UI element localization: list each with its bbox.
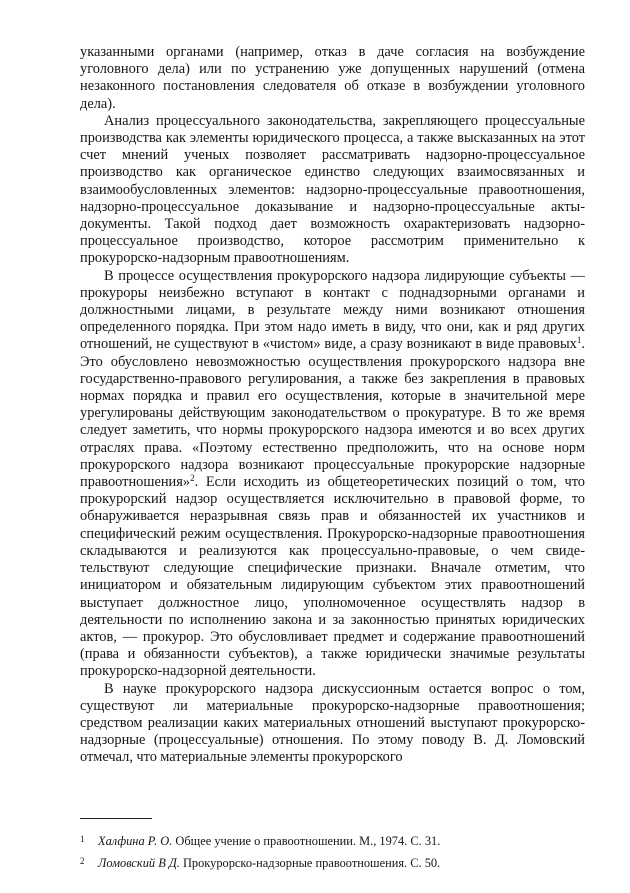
body-paragraph	[80, 268, 585, 681]
paragraph-text: . Если исходить из общетеоретических позиций о том, что прокурорский надзор осуществляется исключительно в правовой форме, то обнаруживается неразрывная связь прав и обязанностей их участников и специфический режим осуществления. Прокурорско-надзорные правоотношения складываются и реализуются как процессуально-правовые, о чем свидетельствуют следующие специфические признаки. Вначале отметим, что инициатором и обязательным лидирующим субъектом этих правоотношений выступает должностное лицо, уполномоченное осуществлять надзор в деятельности по исполнению закона и за законностью принятых юридических актов, — прокурор. Это обусловливает предмет и содержание правоотношений (права и обязанности субъектов), а также юридически значимые результаты прокурорско-надзорной деятельности.	[80, 474, 585, 680]
body-paragraph	[80, 681, 585, 767]
paragraph-text: В процессе осуществления прокурорского надзора лидирующие субъекты — прокуроры неизбежно вступают в контакт с поднадзорными органами и должностными лицами, в результате между ними возникают отношения определенного порядка. При этом надо иметь в виду, что они, как и ряд других отношений, не существуют в «чистом» виде, а сразу возникают в виде правовых	[80, 267, 585, 353]
footnote-author: Ломовский В Д.	[98, 856, 180, 870]
footnote-number: 2	[80, 856, 85, 866]
body-text	[80, 44, 585, 767]
body-paragraph	[80, 113, 585, 268]
footnote-author: Халфина Р. О.	[98, 834, 173, 848]
paragraph-text: . Это обусловлено невозможностью осуществления прокурорского надзора вне государственно-правового регулирования, а также без закрепления в правовых нормах порядка и правил его осуществления, которые в значительной мере урегулированы действующим законодательством о прокуратуре. В то же время следует заметить, что нормы прокурорского надзора имеются и во всех других отраслях права. «Поэтому естественно предположить, что на основе норм прокурорского надзора возникают процессуальные прокурорские надзорные правоотношения»	[80, 336, 585, 491]
footnote-text: Общее учение о правоотношении. М., 1974. С. 31.	[172, 834, 441, 848]
footnote-separator	[80, 818, 152, 819]
footnote	[80, 854, 585, 870]
footnote-reference: 1	[576, 335, 582, 346]
paragraph-text: В науке прокурорского надзора дискуссионным остается вопрос о том, существуют ли материальные прокурорско-надзорные правоотношения; средством реализации каких материальных отношений выступают прокурорско-надзорные (процессуальные) отношения. По этому поводу В. Д. Ломовский отмечал, что материальные элементы прокурорского	[80, 680, 585, 766]
paragraph-text: Анализ процессуального законодательства, закрепляющего процессуальные производства как элементы юридического процесса, а также высказанных на этот счет мнений ученых позволяет рассматривать надзорно-процессуальное производство как органическое единство следующих взаимосвязанных и взаимообусловленных элементов: надзорно-процессуальные правоотношения, надзорно-процессуальное доказывание и надзорно-процессуальные акты-документы. Такой подход дает возможность охарактеризовать надзорно-процессуальное производство, которое рассмотрим применительно к прокурорско-надзорным правоотношениям.	[80, 112, 585, 267]
footnote-reference: 2	[190, 473, 195, 484]
footnotes	[80, 832, 585, 876]
body-paragraph	[80, 44, 585, 113]
footnote-number: 1	[80, 834, 85, 844]
footnote-text: Прокурорско-надзорные правоотношения. С. 50.	[179, 856, 441, 870]
paragraph-text: указанными органами (например, отказ в даче согласия на возбуждение уголовного дела) или по устранению уже допущенных нарушений (отмена незаконного постановления следователя об отказе в возбуждении уголовного дела).	[80, 44, 585, 112]
footnote	[80, 832, 585, 848]
